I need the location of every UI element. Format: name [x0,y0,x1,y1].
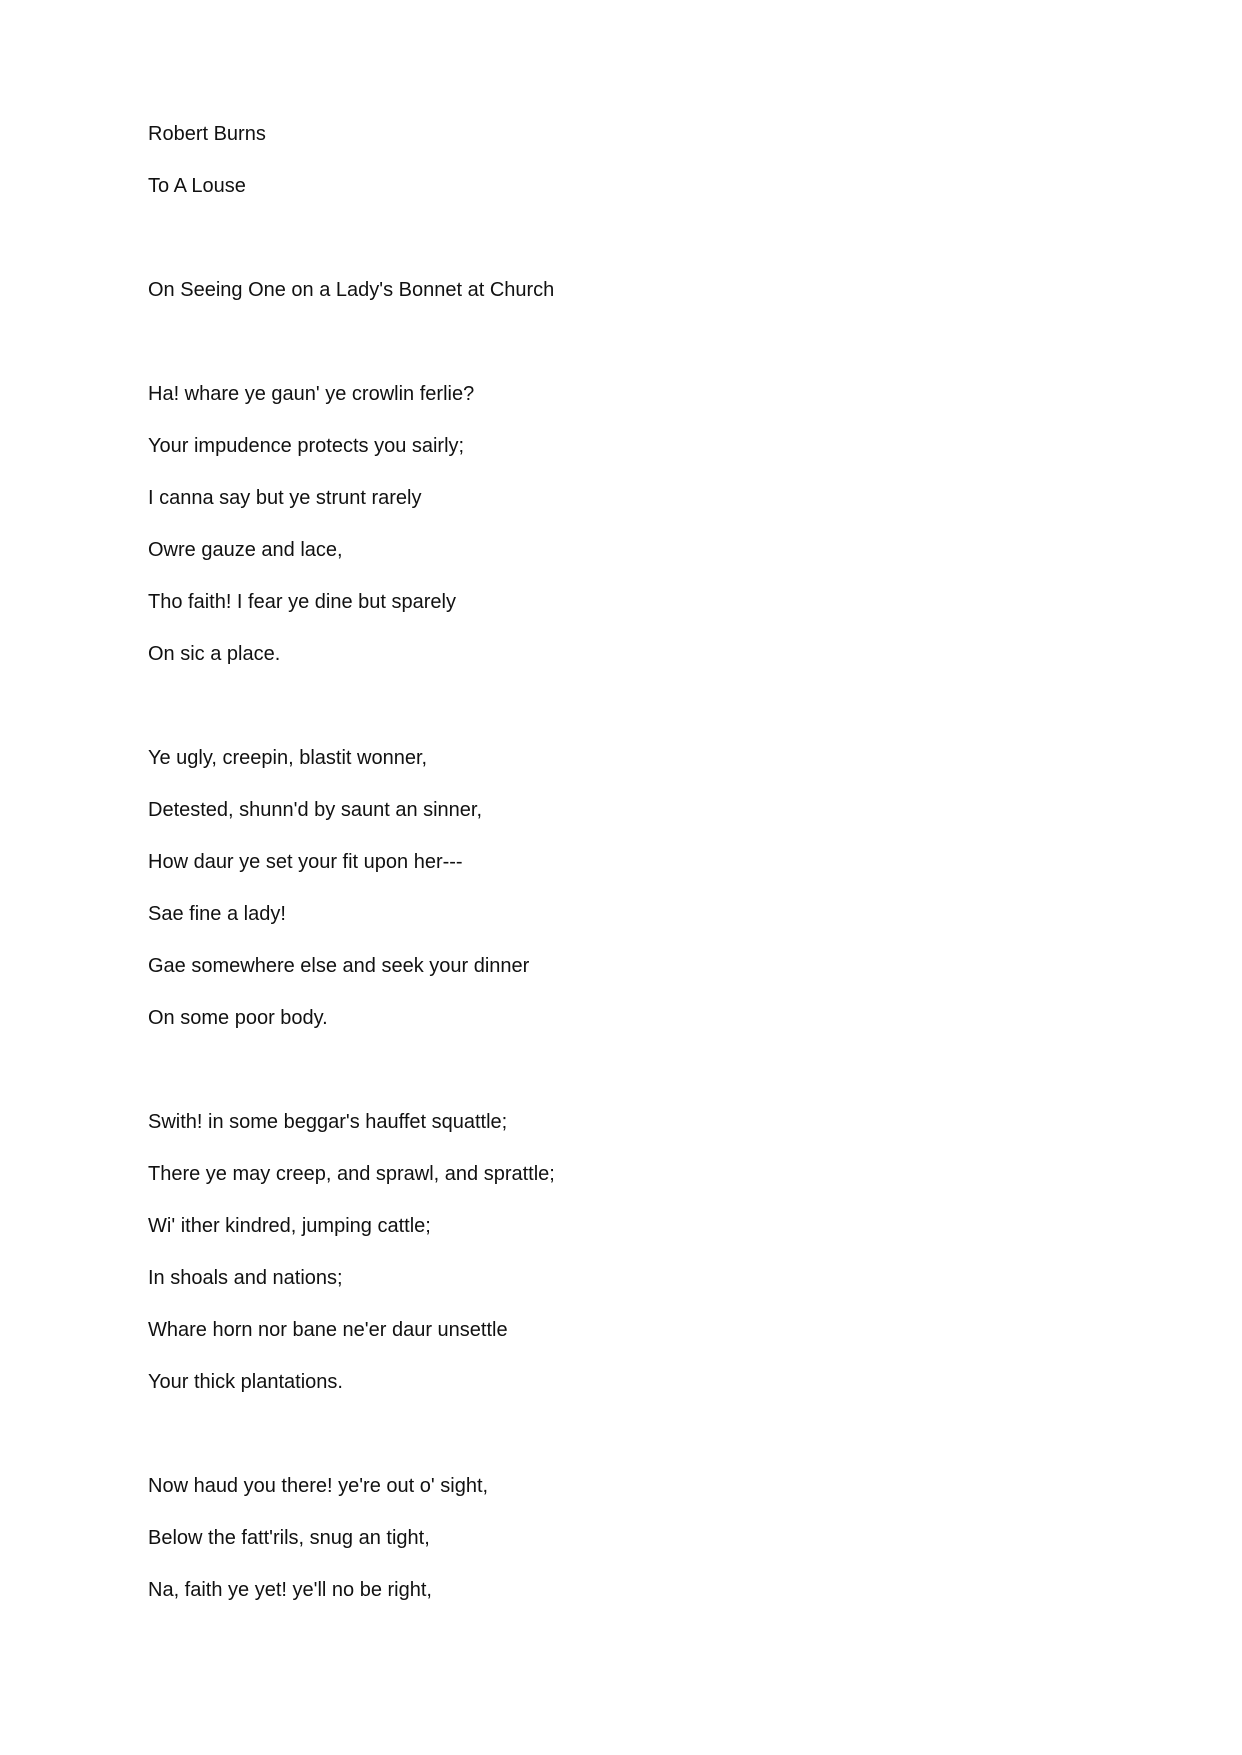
stanza-1 [148,368,1148,680]
spacer [148,1408,1148,1460]
spacer [148,212,1148,264]
verse-line: Sae fine a lady! [148,903,286,925]
verse-line: Owre gauze and lace, [148,539,343,561]
poem-title: To A Louse [148,175,246,197]
verse-line: Whare horn nor bane ne'er daur unsettle [148,1319,508,1341]
verse-line: In shoals and nations; [148,1267,343,1289]
poem-subtitle: On Seeing One on a Lady's Bonnet at Church [148,279,555,301]
verse-line: Now haud you there! ye're out o' sight, [148,1475,489,1497]
verse-line: On sic a place. [148,643,281,665]
verse-line: Tho faith! I fear ye dine but sparely [148,591,456,613]
verse-line: Na, faith ye yet! ye'll no be right, [148,1579,432,1601]
spacer [148,316,1148,368]
verse-line: How daur ye set your fit upon her--- [148,851,463,873]
verse-line: There ye may creep, and sprawl, and sprattle; [148,1163,555,1185]
verse-line: Ye ugly, creepin, blastit wonner, [148,747,428,769]
verse-line: Gae somewhere else and seek your dinner [148,955,530,977]
author-name: Robert Burns [148,123,266,145]
verse-line: Swith! in some beggar's hauffet squattle; [148,1111,508,1133]
verse-line: Ha! whare ye gaun' ye crowlin ferlie? [148,383,475,405]
poem-body [148,108,1148,1616]
stanza-4 [148,1460,1148,1616]
verse-line: Detested, shunn'd by saunt an sinner, [148,799,483,821]
spacer [148,680,1148,732]
verse-line: Below the fatt'rils, snug an tight, [148,1527,430,1549]
verse-line: Wi' ither kindred, jumping cattle; [148,1215,431,1237]
verse-line: Your thick plantations. [148,1371,343,1393]
stanza-2 [148,732,1148,1044]
verse-line: On some poor body. [148,1007,328,1029]
verse-line: Your impudence protects you sairly; [148,435,465,457]
verse-line: I canna say but ye strunt rarely [148,487,422,509]
spacer [148,1044,1148,1096]
stanza-3 [148,1096,1148,1408]
